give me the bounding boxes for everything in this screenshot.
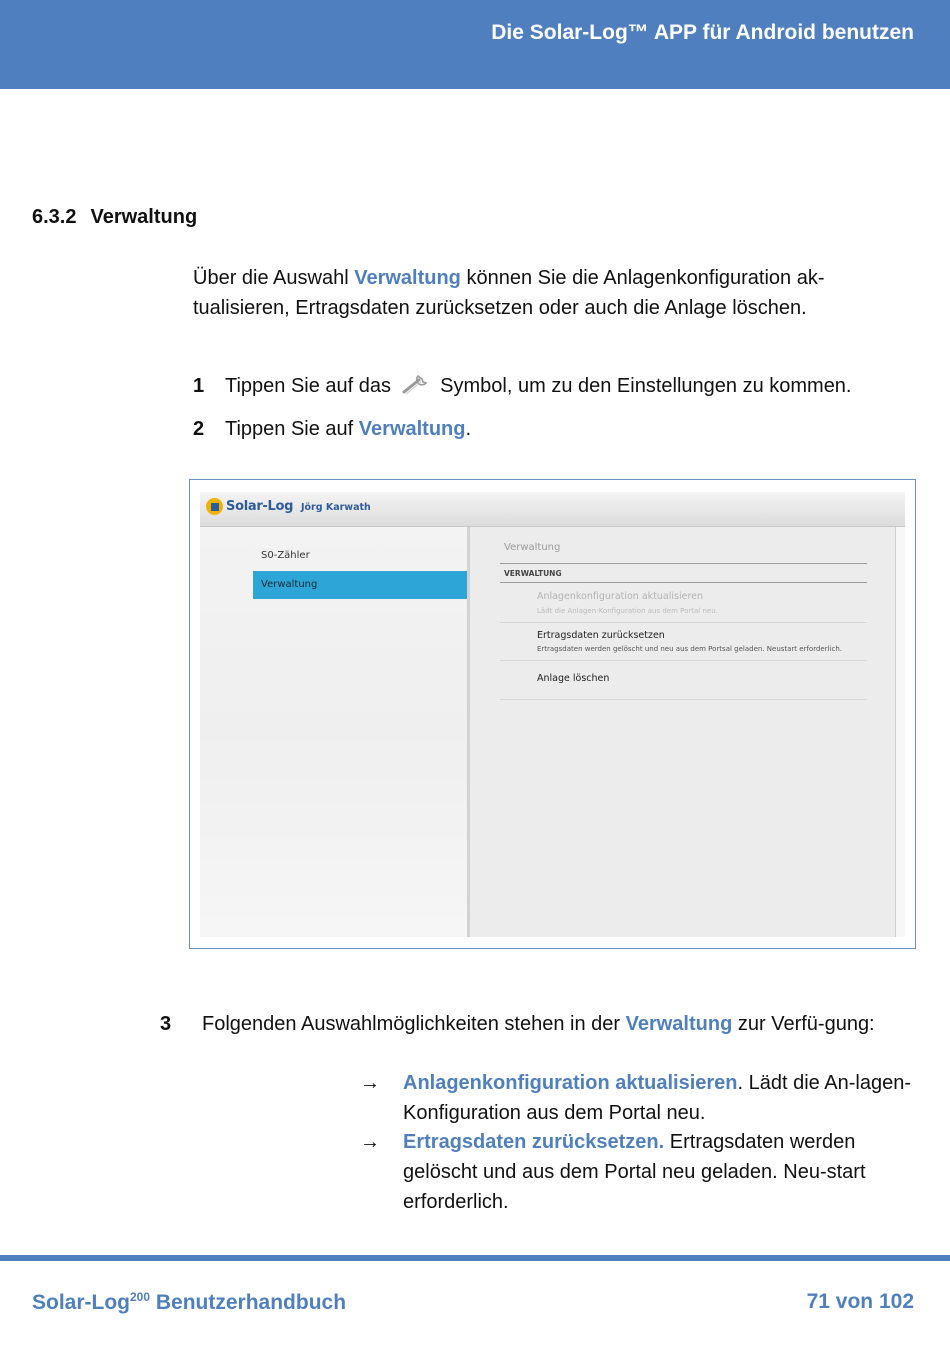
category-rule [500,582,867,583]
step-1 [193,372,852,403]
nav-item-verwaltung[interactable]: Verwaltung [253,571,468,599]
option-ertragsdaten-subtitle: Ertragsdaten werden gelöscht und neu aus dem Portsal geladen. Neustart erforderlich. [537,645,842,653]
section-number: 6.3.2 [32,206,77,228]
step-3-text-2: zur Verfü-gung: [732,1013,875,1035]
intro-text-2: können Sie die Anlagenkonfiguration ak-tualisieren, Ertragsdaten zurücksetzen oder auch die Anlage löschen. [193,267,825,319]
step-number: 2 [193,418,205,440]
option-divider [500,660,867,661]
step-3-highlight: Verwaltung [625,1013,733,1035]
page-number: 71 von 102 [806,1290,914,1313]
step-text: Tippen Sie auf das [225,375,392,397]
option-anlagenkonfiguration-title[interactable]: Anlagenkonfiguration aktualisieren [537,591,704,602]
bullet-text [403,1127,920,1217]
app-screenshot [200,492,905,937]
bullet-description: Ertragsdaten werden gelöscht und aus dem Portal neu geladen. Neu-start erforderlich. [403,1131,866,1213]
step-number: 1 [193,375,205,397]
title-rule [500,563,867,564]
bullet-description: . Lädt die An-lagen-Konfiguration aus dem Portal neu. [403,1072,911,1124]
option-ertragsdaten-title[interactable]: Ertragsdaten zurücksetzen [537,630,665,641]
header-title: Die Solar-Log™ APP für Android benutzen [491,21,914,44]
step-text-after: . [465,418,472,440]
step-2 [193,415,471,443]
panel-title: Verwaltung [504,542,561,553]
section-title: Verwaltung [90,206,198,228]
step-text: Tippen Sie auf [225,418,359,440]
step-number: 3 [160,1013,172,1035]
settings-detail-panel [470,527,895,937]
option-anlage-loeschen-title[interactable]: Anlage löschen [537,673,610,684]
option-anlagenkonfiguration-subtitle: Lädt die Anlagen-Konfiguration aus dem Portal neu. [537,607,718,615]
settings-nav-panel [200,527,467,937]
footer-suffix: Benutzerhandbuch [150,1291,347,1314]
bullet-highlight: Ertragsdaten zurücksetzen. [403,1131,665,1153]
step-3-text-1: Folgenden Auswahlmöglichkeiten stehen in der [202,1013,626,1035]
intro-text-1: Über die Auswahl [193,267,355,289]
bullet-highlight: Anlagenkonfiguration aktualisieren [403,1072,738,1094]
app-screenshot-frame [189,479,916,949]
footer-superscript: 200 [130,1290,151,1304]
solar-log-logo [206,498,293,515]
step-3-text [202,1009,918,1039]
footer-product: Solar-Log [32,1291,130,1314]
logo-text: Solar-Log [226,499,294,514]
logo-sun-icon [206,498,223,515]
bullet-text [403,1068,920,1128]
arrow-right-icon: → [360,1072,380,1094]
page-header [0,0,950,89]
category-header: VERWALTUNG [504,569,562,578]
user-name: Jörg Karwath [301,502,371,513]
step-highlight: Verwaltung [358,418,466,440]
footer-title [32,1290,346,1315]
intro-highlight: Verwaltung [354,267,461,289]
wrench-icon [401,373,431,403]
step-text-after: Symbol, um zu den Einstellungen zu kommen. [440,375,852,397]
nav-item-s0-zaehler[interactable]: S0-Zähler [261,550,310,561]
arrow-right-icon: → [360,1131,380,1153]
footer-rule [0,1255,950,1261]
option-divider [500,699,867,700]
app-action-bar [200,492,905,527]
section-heading [32,206,197,229]
panel-edge [895,527,905,937]
intro-paragraph [193,263,918,323]
option-divider [500,622,867,623]
